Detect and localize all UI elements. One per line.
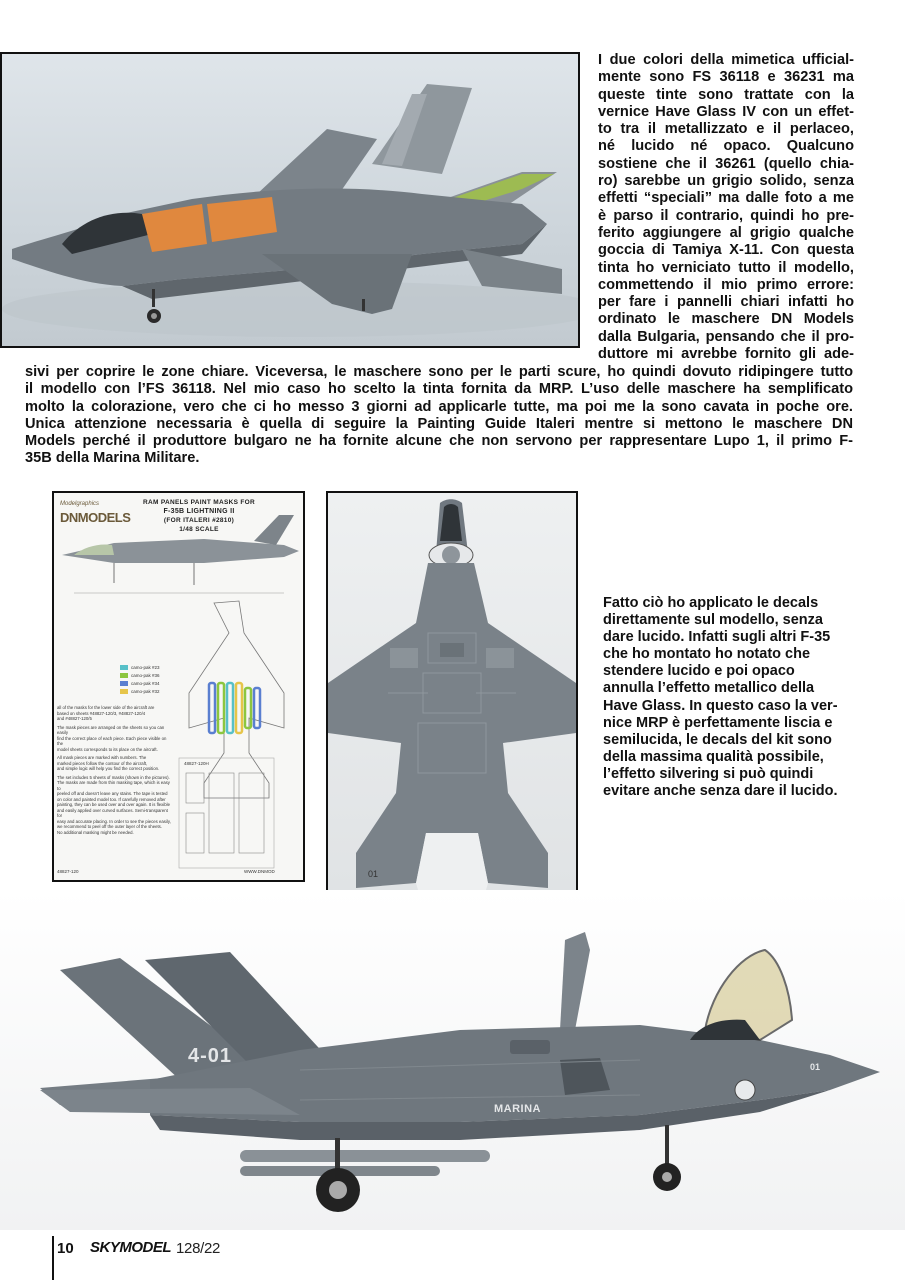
mask-legend-item bbox=[120, 681, 160, 687]
text-line: ro) sarebbe un grigio solido, senza bbox=[598, 173, 854, 190]
text-line: che ho montato ho notato che bbox=[603, 646, 811, 663]
note-line: on color and painted model too. If carefully removed after bbox=[57, 796, 166, 802]
text-line: nice MRP è perfettamente liscia e bbox=[603, 714, 833, 731]
note-line: based on sheets #48827-120/3, #48827-120/4 bbox=[57, 710, 146, 716]
mask-legend-item bbox=[120, 665, 160, 671]
note-line: The masks are made from thin masking tape, which is easy to bbox=[57, 780, 170, 791]
text-line: goccia di Tamiya X-11. Con questa bbox=[598, 242, 854, 259]
issue-number: 128/22 bbox=[176, 1240, 221, 1257]
legend-label: camo-pak #32 bbox=[131, 689, 160, 694]
jet-top-illustration bbox=[328, 493, 576, 920]
page-footer bbox=[52, 1236, 352, 1280]
text-line: né lucido né opaco. Qualcuno bbox=[598, 138, 854, 155]
legend-label: camo-pak #23 bbox=[131, 665, 160, 670]
logo-script: Modelgraphics bbox=[60, 501, 100, 507]
text-line: mente sono FS 36118 e 36231 ma bbox=[598, 69, 854, 86]
note-line: easy and accurate placing. In order to see the pieces easily, bbox=[57, 818, 171, 824]
text-line: molto la colorazione, vero che ci ho messo 3 giorni ad applicarle tutte, ma poi me la sono cavata in poche ore. bbox=[25, 398, 853, 415]
text-line: commettendo il mio primo errore: bbox=[598, 276, 854, 293]
mask-sheet-code: 48827-120H bbox=[184, 761, 209, 766]
photo-jet-top-view bbox=[326, 491, 578, 922]
text-line: semilucida, le decals del kit sono bbox=[603, 731, 832, 748]
note-line: The mask pieces are arranged on the sheets so you can easily bbox=[57, 724, 165, 735]
note-line: painting, they can be used over and over again. It is flexible bbox=[57, 802, 170, 807]
magazine-logo: SKYMODEL bbox=[90, 1239, 172, 1256]
note-line: and simple logic will help you find the correct position. bbox=[57, 766, 160, 771]
text-line: sostiene che il 36261 (quello chia- bbox=[598, 155, 854, 172]
text-line: annulla l’effetto metallico della bbox=[603, 680, 815, 697]
mask-footer-code: 48827-120 bbox=[57, 869, 79, 874]
page-number: 10 bbox=[57, 1240, 74, 1257]
photo-jet-side-masked bbox=[0, 52, 580, 348]
mask-title-line: 1/48 SCALE bbox=[179, 526, 219, 533]
jet-completed-illustration bbox=[0, 890, 905, 1230]
photo-jet-completed bbox=[0, 890, 905, 1230]
text-line: 35B della Marina Militare. bbox=[25, 450, 200, 467]
article-text-right-column bbox=[598, 52, 854, 363]
text-line: sivi per coprire le zone chiare. Viceversa, le maschere sono per le parti scure, ho quindi dovuto ridipingere tutto bbox=[25, 364, 853, 380]
mask-notes bbox=[57, 705, 172, 835]
text-line: è parso il contrario, quindi ho pre- bbox=[598, 207, 854, 224]
text-line: evitare anche senza dare il lucido. bbox=[603, 783, 838, 800]
text-line: I due colori della mimetica ufficial- bbox=[598, 52, 854, 68]
text-line: Unica attenzione necessaria è quella di seguire la Painting Guide Italeri mentre si mettono le maschere DN bbox=[25, 415, 853, 432]
jet-side-illustration bbox=[2, 54, 578, 346]
mask-legend-item bbox=[120, 673, 160, 679]
logo-main: DNMODELS bbox=[60, 510, 131, 525]
mask-footer-site: WWW.DNMOD bbox=[244, 869, 275, 874]
photo-dn-models-mask-sheet bbox=[52, 491, 305, 882]
text-line: il modello con l’FS 36118. Nel mio caso ho scelto la tinta fornita da MRP. L’uso delle maschere ha semplificato bbox=[25, 381, 853, 398]
text-line: stendere lucido e poi opaco bbox=[603, 663, 795, 680]
text-line: duttore mi avrebbe fornito gli ade- bbox=[598, 346, 854, 363]
text-line: tinta ho verniciato tutto il modello, bbox=[598, 259, 854, 276]
text-line: Have Glass. In questo caso la ver- bbox=[603, 697, 838, 714]
text-line: to tra il metallizzato e il perlaceo, bbox=[598, 121, 854, 138]
text-line: ordinato le maschere DN Models bbox=[598, 311, 854, 328]
mask-title-line: RAM PANELS PAINT MASKS FOR bbox=[143, 499, 255, 506]
note-line: No additional masking might be needed. bbox=[57, 829, 134, 835]
mask-legend-item bbox=[120, 689, 160, 695]
note-line: find the correct place of each piece. Each piece visible on the bbox=[57, 735, 167, 746]
legend-label: camo-pak #36 bbox=[131, 673, 160, 678]
legend-label: camo-pak #34 bbox=[131, 681, 160, 686]
tail-code: 4-01 bbox=[188, 1045, 233, 1067]
text-line: Fatto ciò ho applicato le decals bbox=[603, 595, 819, 611]
footer-rule bbox=[52, 1236, 54, 1280]
text-line: l’effetto silvering si può quindi bbox=[603, 765, 814, 782]
note-line: all of the masks for the lower side of the aircraft are bbox=[57, 705, 155, 710]
note-line: model sheets corresponds to its place on the aircraft. bbox=[57, 746, 158, 752]
text-line: ferito aggiungere al grigio qualche bbox=[598, 224, 854, 241]
note-line: and #48827-120/5 bbox=[57, 716, 92, 721]
text-line: della massima qualità possibile, bbox=[603, 748, 824, 765]
fuselage-marking: MARINA bbox=[494, 1103, 541, 1115]
text-line: per fare i pannelli chiari infatti ho bbox=[598, 294, 854, 311]
mask-title-line: F-35B LIGHTNING II bbox=[163, 508, 235, 515]
note-line: peeled off and doesn't leave any stains. The tape is tested bbox=[57, 791, 168, 796]
note-line: The set includes 5 sheets of masks (shown in the pictures). bbox=[57, 774, 170, 780]
note-line: marked pieces follow the contour of the aircraft, bbox=[57, 760, 148, 766]
article-text-mid-column bbox=[603, 595, 853, 800]
note-line: All mask pieces are marked with numbers. The bbox=[57, 755, 147, 760]
nose-code: 01 bbox=[810, 1062, 821, 1072]
text-line: Models perché il produttore bulgaro ne ha fornite alcune che non servono per rappresentare Lupo 1, il primo F- bbox=[25, 433, 853, 450]
text-line: vernice Have Glass IV con un effet- bbox=[598, 103, 854, 120]
mask-title-line: (FOR ITALERI #2810) bbox=[163, 517, 235, 524]
note-line: we recommend to peel off the outer layer of the sheets. bbox=[57, 824, 163, 829]
top-view-code: 01 bbox=[368, 869, 379, 879]
text-line: dalla Bulgaria, pensando che il pro- bbox=[598, 328, 854, 345]
text-line: dare lucido. Infatti sugli altri F-35 bbox=[603, 629, 831, 646]
article-text-full-width bbox=[25, 364, 853, 468]
text-line: direttamente sul modello, senza bbox=[603, 612, 823, 629]
text-line: effetti “speciali” ma dalle foto a me bbox=[598, 190, 854, 207]
note-line: and easily applied over curved surfaces. Semi-transparent for bbox=[57, 807, 168, 818]
text-line: queste tinte sono trattate con la bbox=[598, 86, 854, 103]
